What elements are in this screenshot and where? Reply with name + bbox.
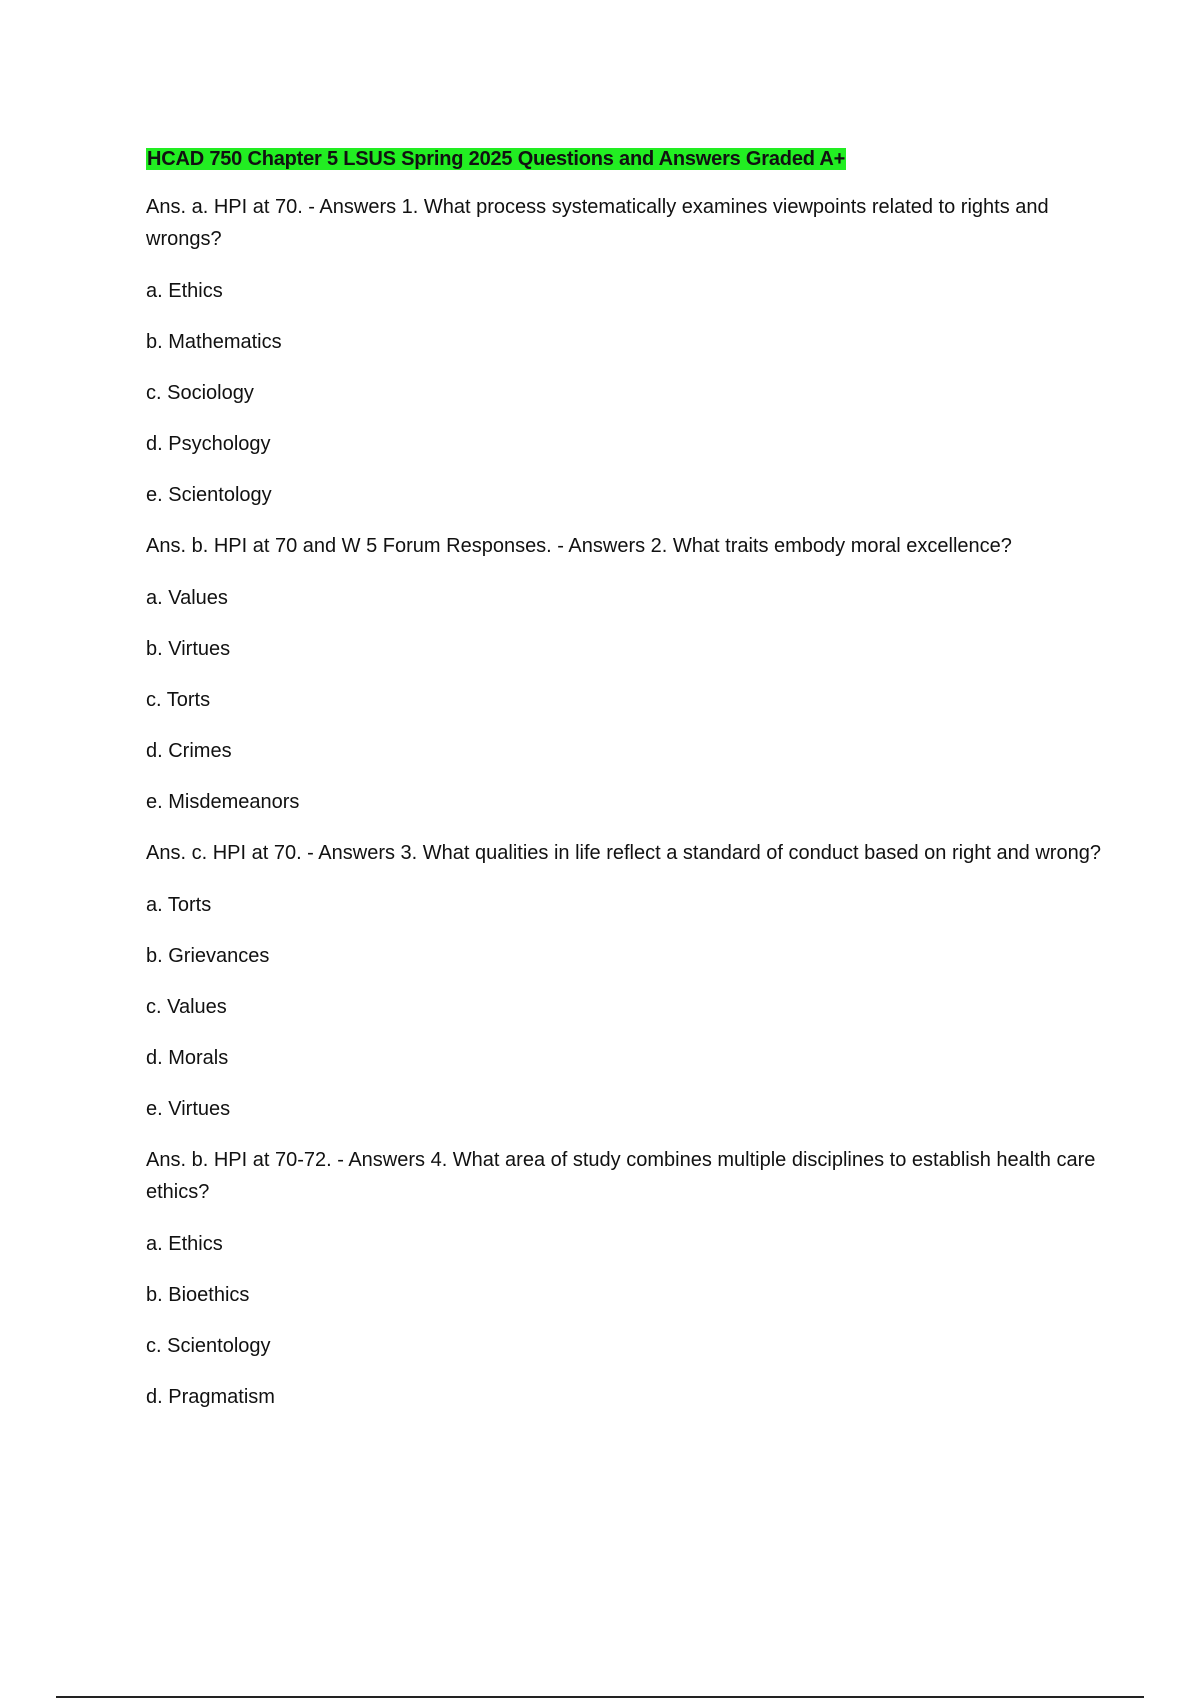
question-2-option-b: b. Virtues (146, 638, 231, 660)
question-block-4 (146, 1144, 1106, 1413)
document-content (146, 143, 1106, 1432)
question-1-option-d: d. Psychology (146, 433, 271, 455)
question-4-option-b: b. Bioethics (146, 1284, 250, 1306)
question-4-option-c: c. Scientology (146, 1335, 271, 1357)
question-3-option-b: b. Grievances (146, 945, 270, 967)
question-2-option-a: a. Values (146, 587, 228, 609)
question-1-option-a: a. Ethics (146, 280, 223, 302)
question-block-3 (146, 837, 1106, 1125)
question-3-option-d: d. Morals (146, 1047, 229, 1069)
question-1-option-e: e. Scientology (146, 484, 272, 506)
question-2-option-c: c. Torts (146, 689, 211, 711)
question-2-text: Ans. b. HPI at 70 and W 5 Forum Responses. - Answers 2. What traits embody moral excellence? (146, 535, 1012, 557)
question-4-option-d: d. Pragmatism (146, 1386, 275, 1408)
footer-divider (56, 1696, 1144, 1698)
question-1-option-c: c. Sociology (146, 382, 254, 404)
question-3-option-a: a. Torts (146, 894, 212, 916)
question-2-option-d: d. Crimes (146, 740, 232, 762)
question-1-option-b: b. Mathematics (146, 331, 282, 353)
title-block (146, 143, 1106, 175)
question-4-text: Ans. b. HPI at 70-72. - Answers 4. What area of study combines multiple disciplines to establish health care ethics? (146, 1149, 1096, 1203)
question-block-2 (146, 530, 1106, 818)
question-1-text: Ans. a. HPI at 70. - Answers 1. What process systematically examines viewpoints related to rights and wrongs? (146, 196, 1049, 250)
question-3-text: Ans. c. HPI at 70. - Answers 3. What qualities in life reflect a standard of conduct based on right and wrong? (146, 842, 1101, 864)
question-block-1 (146, 191, 1106, 511)
question-2-option-e: e. Misdemeanors (146, 791, 300, 813)
document-title: HCAD 750 Chapter 5 LSUS Spring 2025 Questions and Answers Graded A+ (147, 148, 846, 170)
question-3-option-e: e. Virtues (146, 1098, 231, 1120)
question-3-option-c: c. Values (146, 996, 227, 1018)
question-4-option-a: a. Ethics (146, 1233, 223, 1255)
